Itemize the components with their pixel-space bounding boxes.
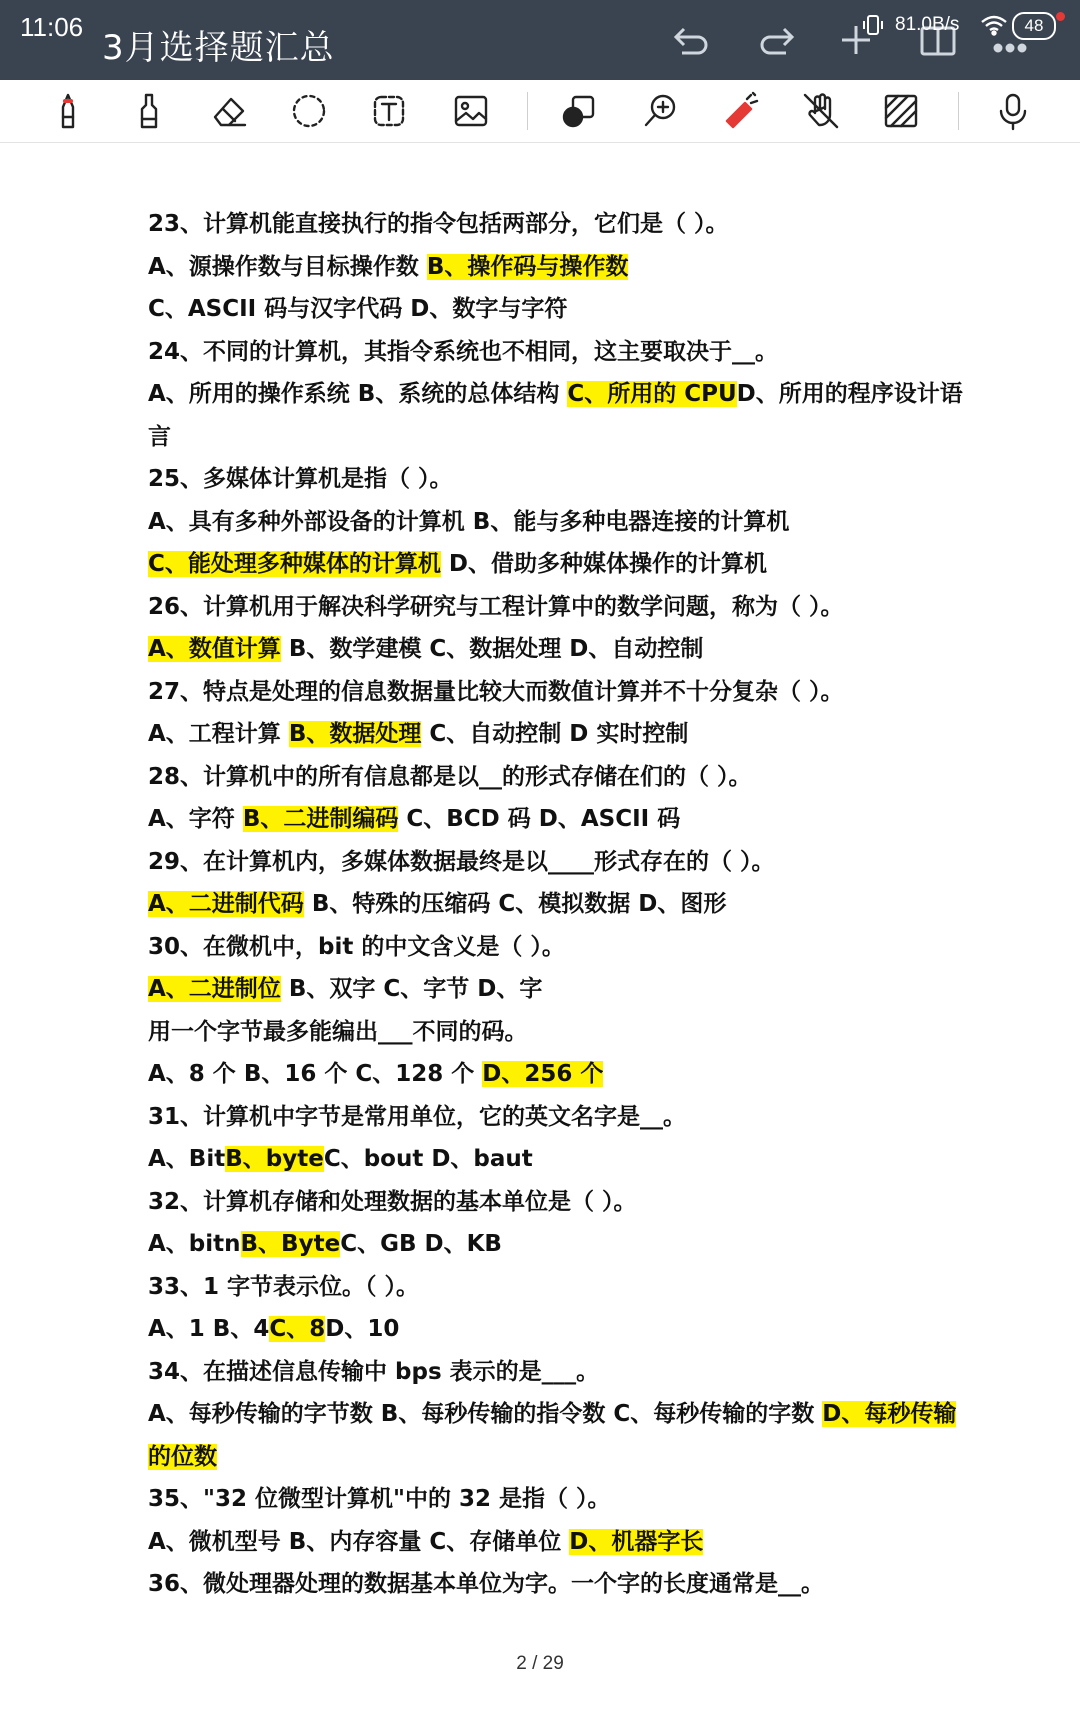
highlighted-answer: B、数据处理 [288, 721, 422, 747]
toolbar-divider [527, 92, 528, 130]
highlighted-answer: D、每秒传输 [822, 1401, 957, 1427]
text-line [148, 246, 1018, 289]
text-segment: B、双字 C、字节 D、字 [280, 976, 543, 1002]
text-line [148, 968, 1018, 1011]
text-line [148, 1478, 1018, 1521]
text-line [148, 926, 1018, 969]
text-line [148, 331, 1018, 374]
text-line [148, 458, 1018, 501]
highlighter-icon[interactable] [126, 88, 172, 134]
text-segment: A、8 个 B、16 个 C、128 个 [148, 1061, 483, 1087]
text-line [148, 1223, 1018, 1266]
text-line [148, 798, 1018, 841]
text-segment: B、特殊的压缩码 C、模拟数据 D、图形 [303, 891, 727, 917]
highlighted-answer: B、二进制编码 [242, 806, 399, 832]
highlighted-answer: C、能处理多种媒体的计算机 [148, 551, 441, 577]
microphone-icon[interactable] [990, 88, 1036, 134]
toolbar-divider [958, 92, 959, 130]
text-segment: C、自动控制 D 实时控制 [421, 721, 689, 747]
text-segment: A、字符 [148, 806, 243, 832]
text-segment: 34、在描述信息传输中 bps 表示的是___。 [148, 1358, 600, 1385]
text-segment: 31、计算机中字节是常用单位，它的英文名字是__。 [148, 1103, 687, 1130]
text-line [148, 416, 1018, 459]
text-segment: 32、计算机存储和处理数据的基本单位是（ ）。 [148, 1188, 637, 1215]
text-segment: C、bout D、baut [323, 1146, 533, 1172]
text-line [148, 841, 1018, 884]
text-segment: 28、计算机中的所有信息都是以__的形式存储在们的（ ）。 [148, 763, 752, 790]
eraser-icon[interactable] [206, 88, 252, 134]
text-segment: A、1 B、4 [148, 1316, 270, 1342]
text-line [148, 1521, 1018, 1564]
grid-icon[interactable] [878, 88, 924, 134]
text-segment: 35、"32 位微型计算机"中的 32 是指（ ）。 [148, 1486, 611, 1512]
shape-icon[interactable] [556, 88, 602, 134]
document-page[interactable] [148, 203, 1018, 1606]
text-segment: C、BCD 码 D、ASCII 码 [398, 806, 681, 832]
highlighted-answer: D、256 个 [482, 1061, 604, 1087]
text-line [148, 373, 1018, 416]
text-line [148, 756, 1018, 799]
zoom-icon[interactable] [638, 88, 684, 134]
text-segment: A、工程计算 [148, 721, 289, 747]
text-segment: 33、1 字节表示位。（ ）。 [148, 1273, 420, 1300]
text-segment: 29、在计算机内，多媒体数据最终是以____形式存在的（ ）。 [148, 848, 775, 875]
text-line [148, 586, 1018, 629]
drawing-toolbar [0, 80, 1080, 143]
text-line [148, 288, 1018, 331]
text-segment: A、Bit [148, 1146, 226, 1172]
vibrate-icon [862, 14, 884, 36]
battery-indicator: 48 [1012, 12, 1056, 40]
highlighted-answer: B、byte [225, 1146, 324, 1172]
highlighted-answer: C、所用的 CPU [567, 381, 737, 407]
text-segment: C、GB D、KB [340, 1231, 502, 1257]
text-line [148, 1181, 1018, 1224]
highlighted-answer: A、二进制位 [148, 976, 281, 1002]
status-time: 11:06 [20, 12, 84, 42]
text-line [148, 628, 1018, 671]
title-bar [0, 0, 1080, 80]
text-box-icon[interactable] [366, 88, 412, 134]
document-title: 3月选择题汇总 [102, 28, 335, 68]
lasso-icon[interactable] [286, 88, 332, 134]
text-segment: D、10 [325, 1316, 400, 1342]
text-line [148, 1393, 1018, 1436]
text-line [148, 883, 1018, 926]
text-segment: A、源操作数与目标操作数 [148, 253, 427, 280]
text-line [148, 1053, 1018, 1096]
text-line [148, 1011, 1018, 1054]
notification-dot [1056, 12, 1065, 21]
text-segment: 36、微处理器处理的数据基本单位为字。一个字的长度通常是__。 [148, 1571, 825, 1597]
text-line [148, 1563, 1018, 1606]
highlighted-answer: A、数值计算 [148, 636, 281, 662]
highlighted-answer: C、8 [269, 1316, 326, 1342]
text-segment: 30、在微机中，bit 的中文含义是（ ）。 [148, 933, 565, 960]
text-line [148, 1138, 1018, 1181]
text-line [148, 1436, 1018, 1479]
page-indicator: 2 / 29 [516, 1653, 564, 1674]
text-segment: 27、特点是处理的信息数据量比较大而数值计算并不十分复杂（ ）。 [148, 678, 844, 705]
text-segment: 26、计算机用于解决科学研究与工程计算中的数学问题，称为（ ）。 [148, 593, 844, 620]
text-segment: 25、多媒体计算机是指（ ）。 [148, 466, 453, 492]
text-segment: 用一个字节最多能编出___不同的码。 [148, 1018, 528, 1045]
text-segment: C、ASCII 码与汉字代码 D、数字与字符 [148, 296, 568, 322]
text-segment: 言 [148, 423, 171, 450]
text-line [148, 713, 1018, 756]
wifi-icon [980, 14, 1008, 40]
text-segment: 23、计算机能直接执行的指令包括两部分，它们是（ ）。 [148, 211, 729, 237]
highlighted-answer: 的位数 [148, 1443, 217, 1470]
text-segment: 24、不同的计算机，其指令系统也不相同，这主要取决于__。 [148, 338, 779, 365]
text-segment: A、具有多种外部设备的计算机 B、能与多种电器连接的计算机 [148, 508, 790, 535]
highlighted-answer: B、操作码与操作数 [426, 253, 629, 280]
text-segment: A、bitn [148, 1231, 241, 1257]
text-line [148, 543, 1018, 586]
text-line [148, 671, 1018, 714]
text-segment: A、微机型号 B、内存容量 C、存储单位 [148, 1528, 570, 1555]
text-segment: D、所用的程序设计语 [736, 381, 963, 407]
text-line [148, 501, 1018, 544]
text-segment: A、所用的操作系统 B、系统的总体结构 [148, 381, 568, 407]
highlighted-answer: B、Byte [240, 1231, 341, 1257]
text-segment: B、数学建模 C、数据处理 D、自动控制 [280, 636, 704, 662]
text-segment: A、每秒传输的字节数 B、每秒传输的指令数 C、每秒传输的字数 [148, 1401, 823, 1427]
text-segment: D、借助多种媒体操作的计算机 [440, 551, 767, 577]
highlighted-answer: A、二进制代码 [148, 891, 304, 917]
text-line [148, 1351, 1018, 1394]
laser-pointer-icon[interactable] [718, 88, 764, 134]
network-speed: 81.0B/s [895, 14, 960, 35]
redo-icon[interactable] [756, 22, 796, 58]
hand-icon[interactable] [798, 88, 844, 134]
text-line [148, 203, 1018, 246]
text-line [148, 1096, 1018, 1139]
pen-icon[interactable] [45, 88, 91, 134]
undo-icon[interactable] [672, 22, 712, 58]
text-line [148, 1266, 1018, 1309]
highlighted-answer: D、机器字长 [569, 1528, 704, 1555]
text-line [148, 1308, 1018, 1351]
image-icon[interactable] [448, 88, 494, 134]
